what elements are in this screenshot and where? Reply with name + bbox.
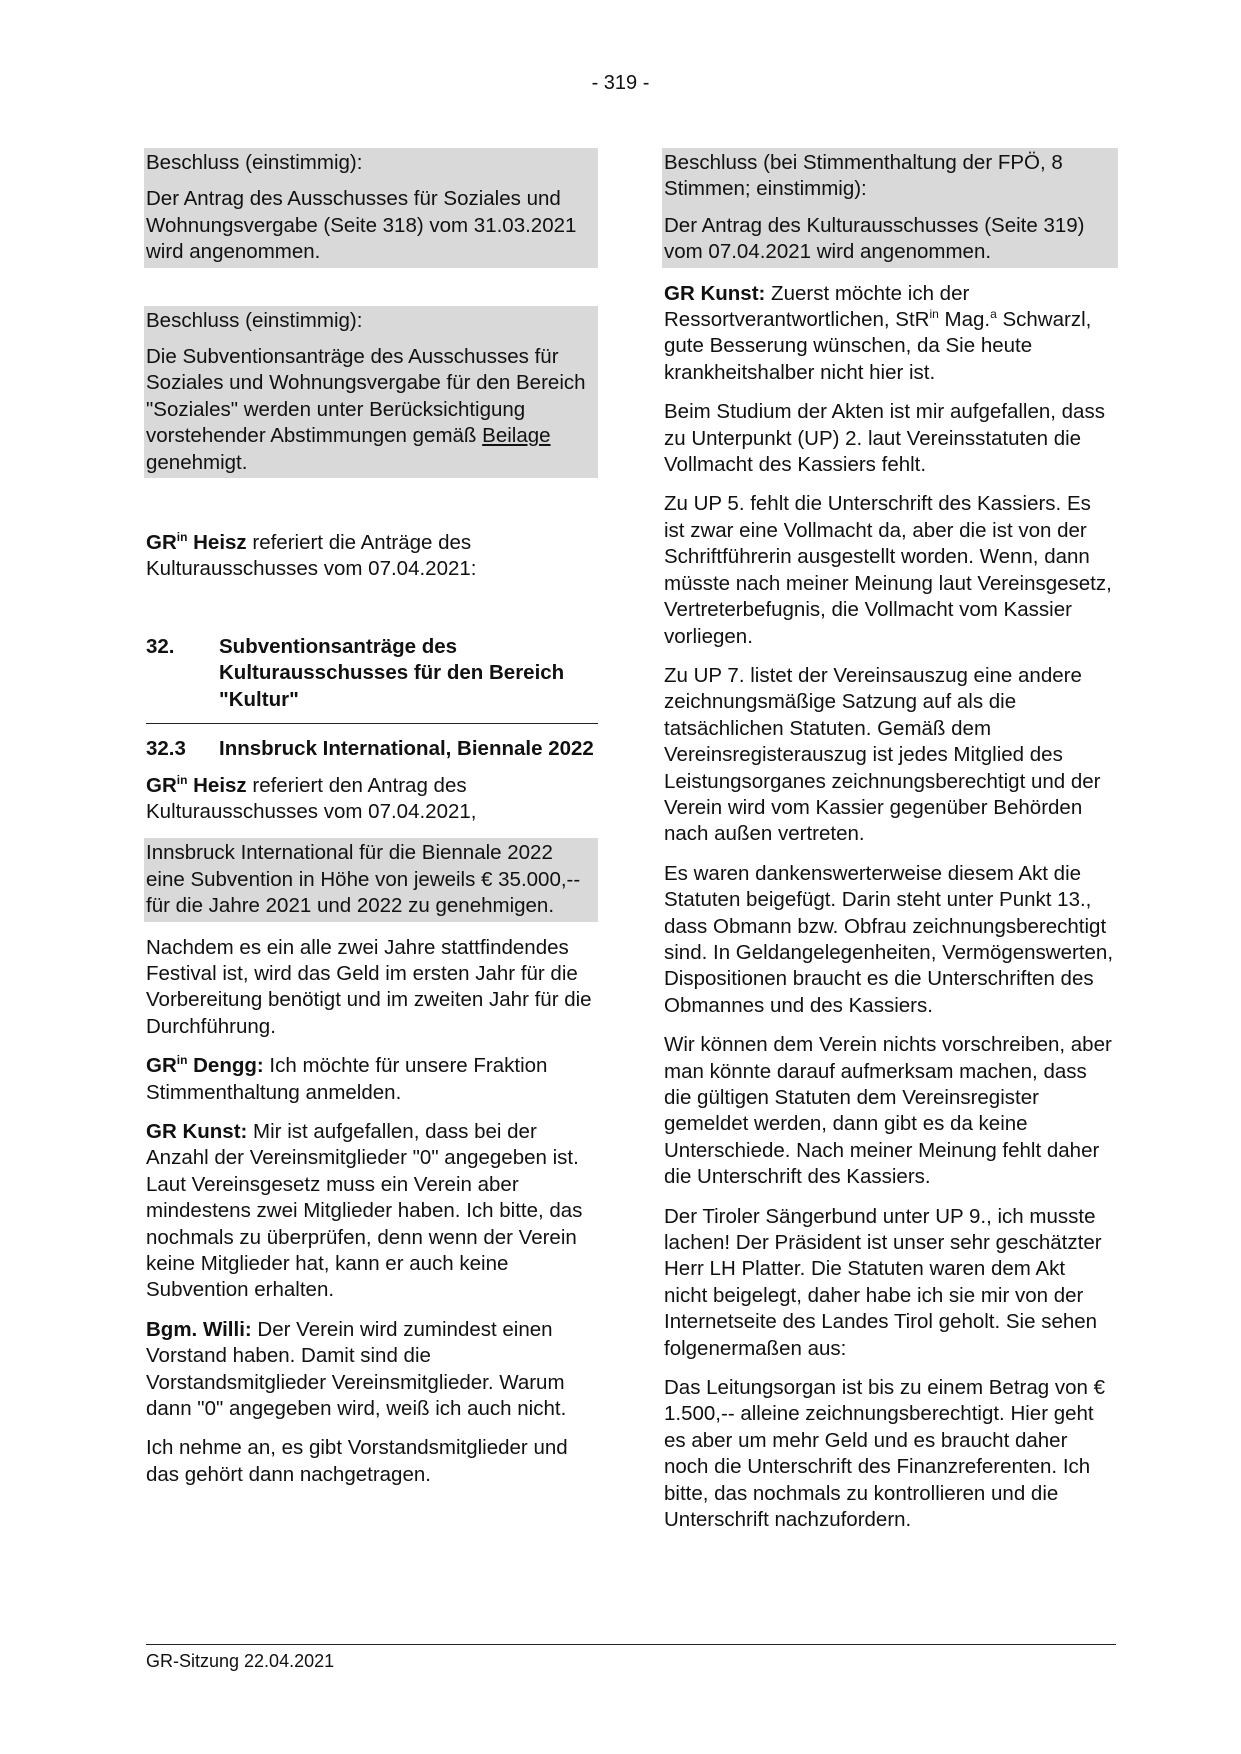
speaker: GR Kunst:	[146, 1119, 248, 1143]
footer-divider	[146, 1644, 1116, 1645]
paragraph: $GR^{in}$ Heisz referiert den Antrag des Kulturausschusses vom 07.04.2021,	[146, 772, 477, 823]
section-heading-32: 32. Subventionsanträge des Kulturausschusses für den Bereich "Kultur"	[146, 634, 565, 711]
resolution-text: Die Subventionsanträge des Ausschusses für Soziales und Wohnungsvergabe für den Bereich "Soziales" werden unter Berücksichtigung vorstehender Abstimmungen gemäß Beilage genehmigt.	[146, 345, 586, 474]
paragraph: $GR^{in}$ Heisz referiert die Anträge des Kulturausschusses vom 07.04.2021:	[146, 530, 477, 581]
paragraph: Das Leitungsorgan ist bis zu einem Betrag von € 1.500,-- alleine zeichnungsberechtigt. Hier geht es aber um mehr Geld und es braucht daher noch die Unterschrift des Finanzreferenten. Ich bitte, das nochmals zu kontrollieren und die Unterschrift nachzufordern.	[664, 1376, 1106, 1532]
right-column	[664, 148, 1114, 1547]
page-number: - 319 -	[591, 72, 650, 94]
paragraph: GR Kunst: Zuerst möchte ich der Ressortverantwortlichen, StR$^{in}$ Mag.$^a$ Schwarzl, gute Besserung wünschen, da Sie heute krankheitshalber nicht hier ist.	[664, 281, 1092, 384]
resolution-title: Beschluss (einstimmig):	[146, 308, 363, 332]
paragraph: Der Tiroler Sängerbund unter UP 9., ich musste lachen! Der Präsident ist unser sehr geschätzter Herr LH Platter. Die Statuten waren dem Akt nicht beigelegt, daher habe ich sie mir von der Internetseite des Landes Tirol geholt. Sie sehen folgenermaßen aus:	[664, 1204, 1102, 1360]
speaker: $GR^{in}$ Dengg:	[146, 1053, 264, 1078]
beilage-link[interactable]: Beilage	[482, 424, 551, 448]
section-heading-32-3: 32.3 Innsbruck International, Biennale 2022	[146, 737, 594, 761]
resolution-box	[662, 148, 1118, 268]
speaker: $GR^{in}$ Heisz	[146, 772, 247, 797]
paragraph: Beim Studium der Akten ist mir aufgefallen, dass zu Unterpunkt (UP) 2. laut Vereinsstatuten die Vollmacht des Kassiers fehlt.	[664, 400, 1105, 477]
resolution-box	[144, 148, 598, 268]
speaker: $GR^{in}$ Heisz	[146, 530, 247, 555]
resolution-box	[144, 306, 598, 478]
paragraph: Nachdem es ein alle zwei Jahre stattfindendes Festival ist, wird das Geld im ersten Jahr für die Vorbereitung benötigt und im zweiten Jahr für die Durchführung.	[146, 935, 592, 1038]
resolution-text: Der Antrag des Kulturausschusses (Seite 319) vom 07.04.2021 wird angenommen.	[664, 213, 1085, 264]
motion-text: Innsbruck International für die Biennale 2022 eine Subvention in Höhe von jeweils € 35.000,-- für die Jahre 2021 und 2022 zu genehmigen.	[146, 841, 581, 918]
speaker: Bgm. Willi:	[146, 1317, 252, 1341]
paragraph: Es waren dankenswerterweise diesem Akt die Statuten beigefügt. Darin steht unter Punkt 13., dass Obmann bzw. Obfrau zeichnungsberechtigt sind. In Geldangelegenheiten, Vermögenswerten, Dispositionen braucht es die Unterschriften des Obmannes und des Kassiers.	[664, 861, 1114, 1017]
paragraph: GR Kunst: Mir ist aufgefallen, dass bei der Anzahl der Vereinsmitglieder "0" angegeben ist. Laut Vereinsgesetz muss ein Verein aber mindestens zwei Mitglieder haben. Ich bitte, das nochmals zu überprüfen, denn wenn der Verein keine Mitglieder hat, kann er auch keine Subvention erhalten.	[146, 1119, 583, 1302]
paragraph: Zu UP 7. listet der Vereinsauszug eine andere zeichnungsmäßige Satzung auf als die tatsächlichen Statuten. Gemäß dem Vereinsregisterauszug ist jedes Mitglied des Leistungsorganes zeichnungsberechtigt und der Verein wird vom Kassier gegenüber Behörden nach außen vertreten.	[664, 663, 1101, 846]
divider	[146, 723, 598, 724]
left-column	[146, 148, 594, 1501]
paragraph: $GR^{in}$ Dengg: Ich möchte für unsere Fraktion Stimmenthaltung anmelden.	[146, 1053, 548, 1104]
paragraph: Ich nehme an, es gibt Vorstandsmitglieder und das gehört dann nachgetragen.	[146, 1436, 568, 1486]
resolution-title: Beschluss (einstimmig):	[146, 151, 363, 174]
paragraph: Zu UP 5. fehlt die Unterschrift des Kassiers. Es ist zwar eine Vollmacht da, aber die ist von der Schriftführerin ausgestellt worden. Wenn, dann müsste nach meiner Meinung laut Vereinsgesetz, Vertreterbefugnis, die Vollmacht vom Kassier vorliegen.	[664, 492, 1112, 648]
footer-text: GR-Sitzung 22.04.2021	[146, 1651, 335, 1671]
paragraph: Wir können dem Verein nichts vorschreiben, aber man könnte darauf aufmerksam machen, dass die gültigen Statuten dem Vereinsregister gemeldet werden, dann gibt es da keine Unterschiede. Nach meiner Meinung fehlt daher die Unterschrift des Kassiers.	[664, 1033, 1112, 1189]
resolution-title: Beschluss (bei Stimmenthaltung der FPÖ, 8 Stimmen; einstimmig):	[664, 151, 1063, 201]
paragraph: Bgm. Willi: Der Verein wird zumindest einen Vorstand haben. Damit sind die Vorstandsmitglieder Vereinsmitglieder. Warum dann "0" angegeben wird, weiß ich auch nicht.	[146, 1317, 567, 1421]
resolution-text: Der Antrag des Ausschusses für Soziales und Wohnungsvergabe (Seite 318) vom 31.03.2021 wird angenommen.	[146, 187, 577, 264]
speaker: GR Kunst:	[664, 281, 766, 305]
motion-box	[144, 838, 598, 921]
